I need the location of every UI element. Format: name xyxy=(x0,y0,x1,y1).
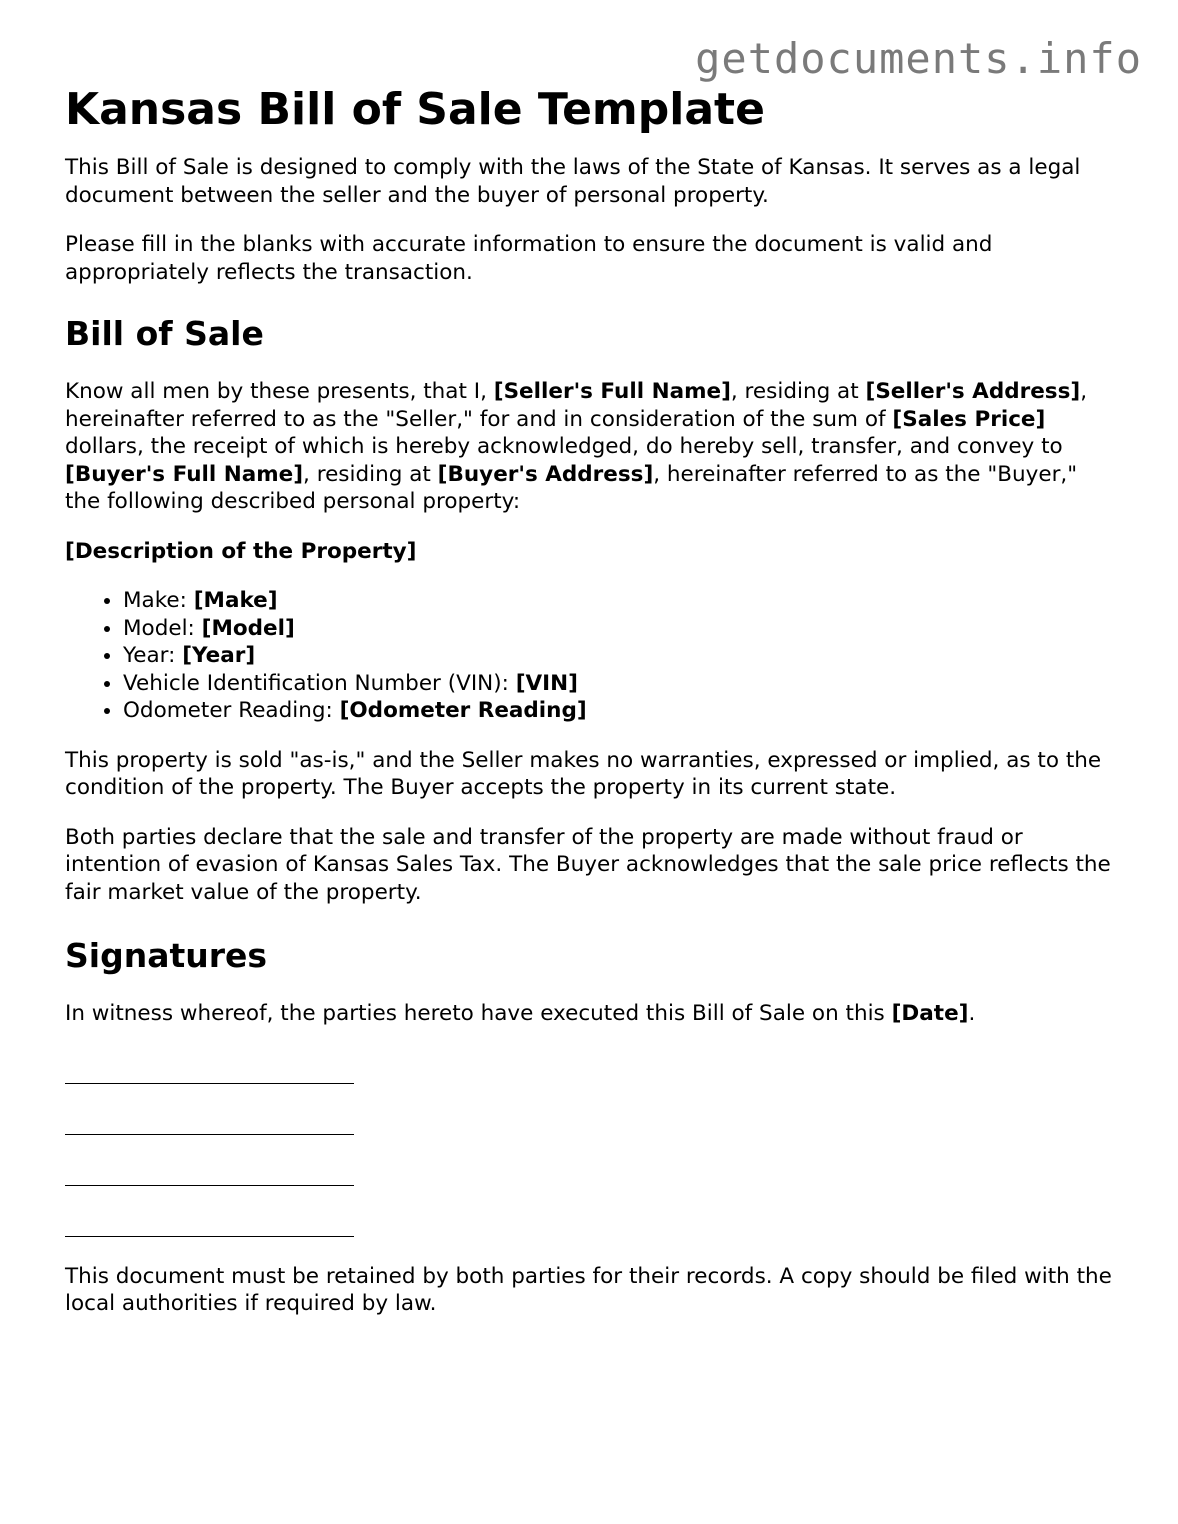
signature-lines xyxy=(65,1050,1115,1237)
item-value: [Year] xyxy=(182,643,256,668)
list-item-make xyxy=(123,587,1115,615)
terms-text: , residing at xyxy=(730,379,866,404)
watermark: getdocuments.info xyxy=(695,34,1142,83)
list-item-vin xyxy=(123,670,1115,698)
signature-line[interactable] xyxy=(65,1101,354,1135)
document-title: Kansas Bill of Sale Template xyxy=(65,84,765,135)
item-label: Odometer Reading: xyxy=(123,698,340,723)
buyer-address-placeholder: [Buyer's Address] xyxy=(437,461,654,487)
terms-text: , hereinafter referred to as the "Buyer," the following described personal property: xyxy=(65,461,1078,514)
witness-end: . xyxy=(968,1001,976,1026)
terms-text: , residing at xyxy=(303,461,438,487)
item-value: [Make] xyxy=(193,588,278,613)
terms-text: Know all men by these presents, that I, xyxy=(65,379,494,404)
list-item-odometer xyxy=(123,697,1115,725)
property-details-list xyxy=(65,587,1115,725)
seller-name-placeholder: [Seller's Full Name] xyxy=(493,379,731,404)
signature-line[interactable] xyxy=(65,1050,354,1084)
list-item-year xyxy=(123,642,1115,670)
witness-text: In witness whereof, the parties hereto have executed this Bill of Sale on this xyxy=(65,1001,892,1026)
as-is-paragraph: This property is sold "as-is," and the Seller makes no warranties, expressed or implied, as to the condition of the property. The Buyer accepts the property in its current state. xyxy=(65,747,1102,800)
bill-of-sale-heading: Bill of Sale xyxy=(65,314,264,353)
signature-line[interactable] xyxy=(65,1203,354,1237)
buyer-name-placeholder: [Buyer's Full Name] xyxy=(65,461,304,487)
property-description xyxy=(65,538,1115,566)
item-value: [Odometer Reading] xyxy=(339,698,587,723)
sales-price-placeholder: [Sales Price] xyxy=(892,406,1046,432)
sale-terms-paragraph xyxy=(65,378,1115,516)
document-page xyxy=(65,84,1115,1340)
retention-paragraph: This document must be retained by both parties for their records. A copy should be filed with the local authorities if required by law. xyxy=(65,1263,1112,1316)
seller-address-placeholder: [Seller's Address] xyxy=(865,379,1081,404)
item-label: Year: xyxy=(123,643,183,668)
terms-text: , hereinafter referred to as the "Seller," for and in consideration of the sum of xyxy=(65,379,1088,432)
item-label: Vehicle Identification Number (VIN): xyxy=(123,670,516,696)
item-value: [Model] xyxy=(201,615,295,641)
signature-line[interactable] xyxy=(65,1152,354,1186)
signatures-heading: Signatures xyxy=(65,936,268,975)
declaration-paragraph: Both parties declare that the sale and transfer of the property are made without fraud or intention of evasion of Kansas Sales Tax. The Buyer acknowledges that the sale price reflects the fair market value of the property. xyxy=(65,824,1111,905)
property-description-placeholder: [Description of the Property] xyxy=(65,538,417,564)
date-placeholder: [Date] xyxy=(891,1001,969,1026)
item-label: Model: xyxy=(123,615,202,641)
intro-paragraph-1: This Bill of Sale is designed to comply with the laws of the State of Kansas. It serves as a legal document between the seller and the buyer of personal property. xyxy=(65,155,1081,208)
terms-text: dollars, the receipt of which is hereby acknowledged, do hereby sell, transfer, and convey to xyxy=(65,434,1063,459)
witness-paragraph xyxy=(65,1000,1115,1028)
item-value: [VIN] xyxy=(515,670,579,696)
item-label: Make: xyxy=(123,588,194,613)
list-item-model xyxy=(123,615,1115,643)
intro-paragraph-2: Please fill in the blanks with accurate information to ensure the document is valid and appropriately reflects the transaction. xyxy=(65,232,993,285)
